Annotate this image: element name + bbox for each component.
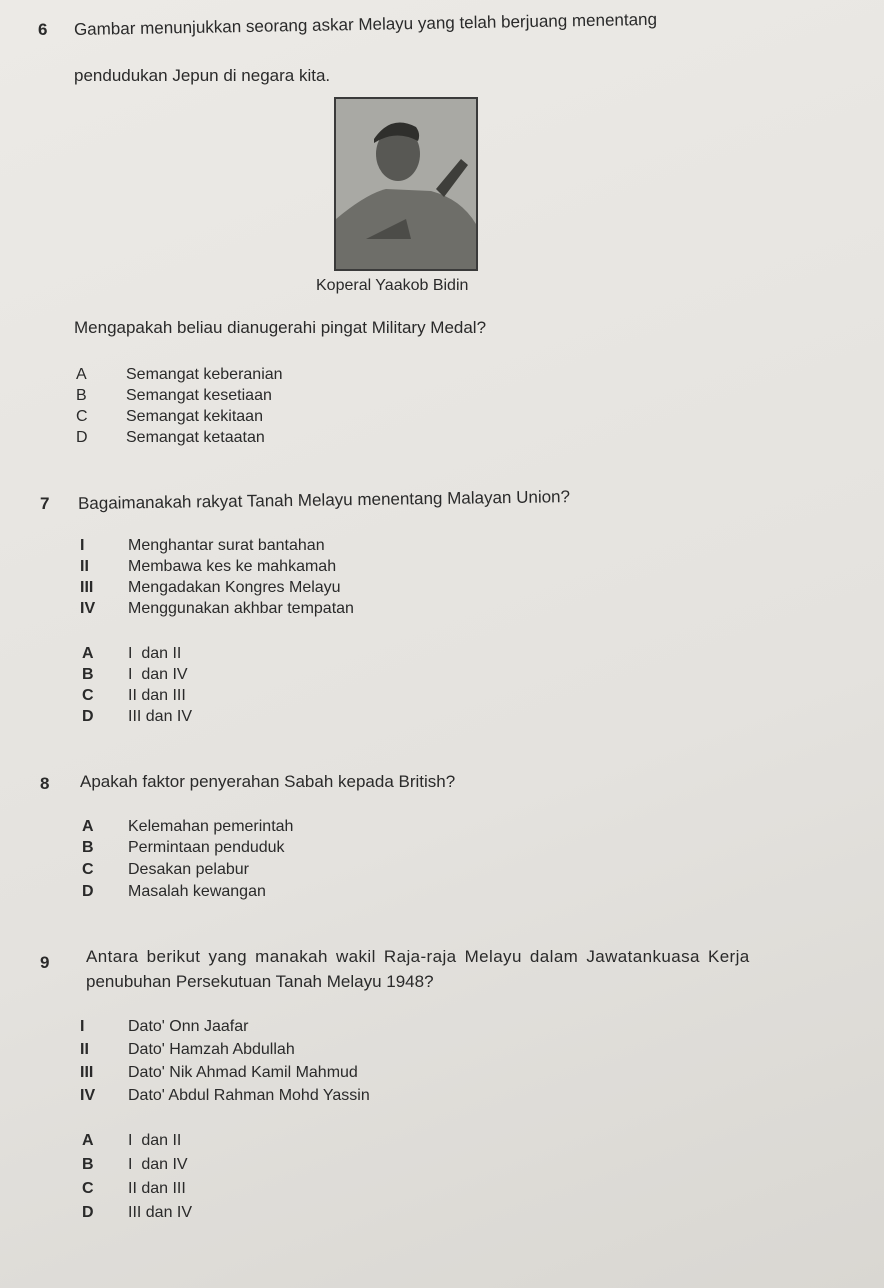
q7-statement-ii: Membawa kes ke mahkamah	[128, 558, 337, 575]
q8-option-c-letter: C	[82, 861, 94, 878]
q9-option-a-letter: A	[82, 1132, 94, 1149]
q8-option-a: Kelemahan pemerintah	[128, 818, 294, 835]
q9-option-c-letter: C	[82, 1180, 94, 1197]
q8-stem: Apakah faktor penyerahan Sabah kepada British?	[80, 772, 456, 791]
q9-statement-iii: Dato' Nik Ahmad Kamil Mahmud	[128, 1064, 358, 1081]
q7-option-b-letter: B	[82, 666, 94, 683]
photo-caption: Koperal Yaakob Bidin	[316, 277, 469, 294]
q7-statement-ii-roman: II	[80, 558, 89, 575]
q9-option-d: III dan IV	[128, 1204, 193, 1221]
q7-option-c-letter: C	[82, 687, 94, 704]
q6-option-d-letter: D	[76, 429, 88, 446]
q8-option-b: Permintaan penduduk	[128, 839, 285, 856]
q9-option-b-letter: B	[82, 1156, 94, 1173]
q9-option-a: I dan II	[128, 1132, 182, 1149]
q8-option-a-letter: A	[82, 818, 94, 835]
q7-option-d-letter: D	[82, 708, 94, 725]
q6-stem-line1: Gambar menunjukkan seorang askar Melayu yang telah berjuang menentang	[73, 9, 658, 39]
q7-statement-iii-roman: III	[80, 579, 94, 596]
q9-statement-i-roman: I	[80, 1018, 85, 1035]
soldier-photo	[334, 97, 478, 271]
q9-statement-iv: Dato' Abdul Rahman Mohd Yassin	[128, 1087, 370, 1104]
q7-statement-iv: Menggunakan akhbar tempatan	[128, 600, 354, 617]
q6-option-b-letter: B	[76, 387, 87, 404]
q6-number: 6	[38, 20, 48, 39]
q7-option-b: I dan IV	[128, 666, 188, 683]
q9-option-c: II dan III	[128, 1180, 186, 1197]
q7-option-c: II dan III	[128, 687, 186, 704]
q8-number: 8	[40, 774, 50, 793]
q9-statement-ii-roman: II	[80, 1041, 89, 1058]
q6-option-c-letter: C	[76, 408, 88, 425]
q6-option-d: Semangat ketaatan	[126, 429, 265, 446]
q7-statement-iv-roman: IV	[80, 600, 96, 617]
q9-stem-line1: Antara berikut yang manakah wakil Raja-raja Melayu dalam Jawatankuasa Kerja	[86, 947, 750, 966]
q7-option-a: I dan II	[128, 645, 182, 662]
soldier-portrait-icon	[336, 99, 476, 269]
q6-option-a-letter: A	[76, 366, 87, 383]
q9-number: 9	[40, 953, 50, 972]
q8-option-d-letter: D	[82, 883, 94, 900]
q6-option-b: Semangat kesetiaan	[126, 387, 272, 404]
q9-statement-iii-roman: III	[80, 1064, 94, 1081]
q9-statement-iv-roman: IV	[80, 1087, 96, 1104]
q9-option-d-letter: D	[82, 1204, 94, 1221]
q8-option-d: Masalah kewangan	[128, 883, 266, 900]
q7-statement-i-roman: I	[80, 537, 85, 554]
q7-statement-i: Menghantar surat bantahan	[128, 537, 325, 554]
q8-option-b-letter: B	[82, 839, 94, 856]
q6-option-a: Semangat keberanian	[126, 366, 283, 383]
q9-stem-line2: penubuhan Persekutuan Tanah Melayu 1948?	[86, 972, 434, 991]
q7-statement-iii: Mengadakan Kongres Melayu	[128, 579, 341, 596]
q9-statement-i: Dato' Onn Jaafar	[128, 1018, 249, 1035]
q7-stem: Bagaimanakah rakyat Tanah Melayu menentang Malayan Union?	[77, 487, 571, 513]
q9-option-b: I dan IV	[128, 1156, 188, 1173]
q8-option-c: Desakan pelabur	[128, 861, 249, 878]
q7-option-a-letter: A	[82, 645, 94, 662]
q6-option-c: Semangat kekitaan	[126, 408, 263, 425]
q7-option-d: III dan IV	[128, 708, 193, 725]
q6-question: Mengapakah beliau dianugerahi pingat Military Medal?	[74, 318, 487, 337]
q6-stem-line2: pendudukan Jepun di negara kita.	[74, 66, 331, 85]
q7-number: 7	[40, 494, 50, 513]
q9-statement-ii: Dato' Hamzah Abdullah	[128, 1041, 295, 1058]
